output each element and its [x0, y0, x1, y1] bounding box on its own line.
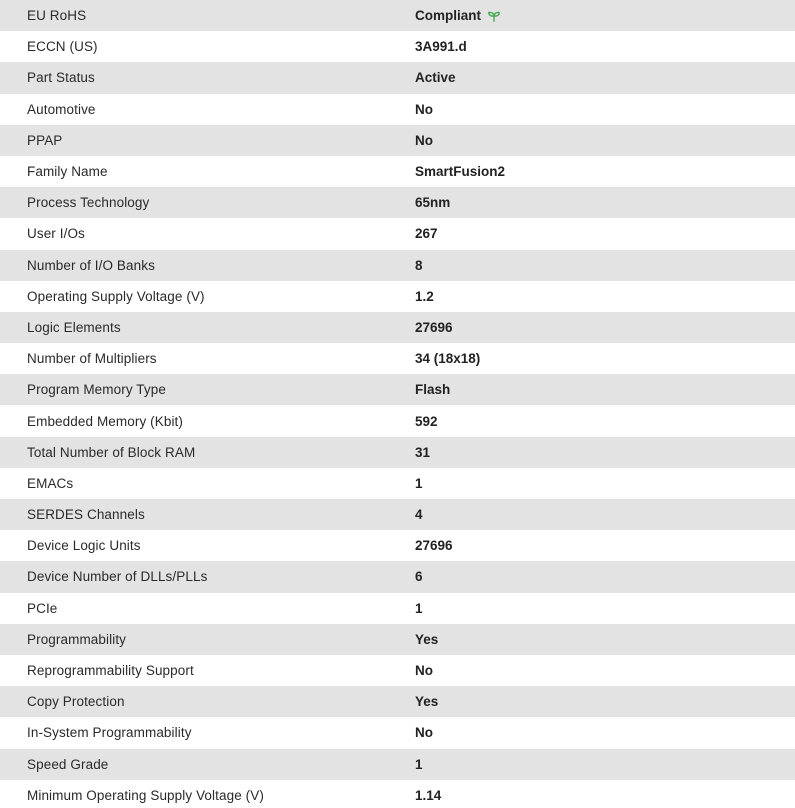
spec-value: [415, 624, 795, 655]
spec-value: [415, 94, 795, 125]
spec-value: [415, 31, 795, 62]
spec-value: [415, 218, 795, 249]
spec-row: [0, 468, 795, 499]
spec-row: [0, 749, 795, 780]
spec-value-text: 3A991.d: [415, 39, 467, 55]
spec-value: [415, 530, 795, 561]
spec-attribute: Device Number of DLLs/PLLs: [0, 561, 415, 592]
spec-value: [415, 561, 795, 592]
spec-value-text: 1.2: [415, 288, 434, 304]
spec-row: [0, 281, 795, 312]
spec-value: [415, 0, 795, 31]
spec-attribute: Part Status: [0, 62, 415, 93]
spec-value-text: 27696: [415, 319, 453, 335]
spec-value-text: 267: [415, 226, 438, 242]
spec-value: [415, 312, 795, 343]
spec-row: [0, 499, 795, 530]
spec-value-text: No: [415, 725, 433, 741]
spec-row: [0, 405, 795, 436]
spec-value: [415, 156, 795, 187]
spec-row: [0, 717, 795, 748]
spec-value: [415, 593, 795, 624]
spec-row: [0, 561, 795, 592]
spec-value-text: 31: [415, 444, 431, 460]
spec-value-text: 6: [415, 569, 423, 585]
spec-attribute: SERDES Channels: [0, 499, 415, 530]
spec-value-text: 1: [415, 756, 423, 772]
spec-attribute: PPAP: [0, 125, 415, 156]
spec-value-text: SmartFusion2: [415, 164, 506, 180]
spec-attribute: Copy Protection: [0, 686, 415, 717]
spec-row: [0, 218, 795, 249]
spec-row: [0, 62, 795, 93]
spec-value-text: 27696: [415, 538, 453, 554]
spec-attribute: Embedded Memory (Kbit): [0, 405, 415, 436]
spec-attribute: Device Logic Units: [0, 530, 415, 561]
spec-attribute: Automotive: [0, 94, 415, 125]
spec-value: [415, 374, 795, 405]
spec-attribute: EMACs: [0, 468, 415, 499]
spec-value: [415, 250, 795, 281]
spec-value: [415, 499, 795, 530]
spec-value-text: Active: [415, 70, 456, 86]
spec-attribute: EU RoHS: [0, 0, 415, 31]
spec-attribute: Reprogrammability Support: [0, 655, 415, 686]
spec-attribute: Minimum Operating Supply Voltage (V): [0, 780, 415, 808]
spec-row: [0, 0, 795, 31]
spec-value-text: Flash: [415, 382, 451, 398]
spec-row: [0, 125, 795, 156]
spec-row: [0, 624, 795, 655]
spec-value: [415, 187, 795, 218]
spec-attribute: Family Name: [0, 156, 415, 187]
spec-row: [0, 343, 795, 374]
spec-row: [0, 374, 795, 405]
spec-value-text: No: [415, 101, 433, 117]
spec-value: [415, 468, 795, 499]
spec-row: [0, 31, 795, 62]
spec-value-text: 34 (18x18): [415, 351, 481, 367]
spec-value-text: 1.14: [415, 787, 442, 803]
spec-attribute: ECCN (US): [0, 31, 415, 62]
spec-attribute: Number of Multipliers: [0, 343, 415, 374]
spec-value: [415, 281, 795, 312]
spec-value-text: 592: [415, 413, 438, 429]
spec-value-text: 1: [415, 475, 423, 491]
spec-value-text: No: [415, 663, 433, 679]
spec-value: [415, 655, 795, 686]
spec-value-text: 65nm: [415, 195, 451, 211]
spec-value: [415, 405, 795, 436]
spec-attribute: User I/Os: [0, 218, 415, 249]
spec-row: [0, 187, 795, 218]
spec-row: [0, 593, 795, 624]
spec-value: [415, 437, 795, 468]
spec-row: [0, 780, 795, 808]
spec-value-text: Yes: [415, 694, 439, 710]
spec-attribute: In-System Programmability: [0, 717, 415, 748]
spec-value-text: 1: [415, 600, 423, 616]
spec-row: [0, 686, 795, 717]
spec-value-text: No: [415, 132, 433, 148]
spec-value: [415, 780, 795, 808]
spec-value: [415, 717, 795, 748]
spec-row: [0, 250, 795, 281]
spec-value-text: Yes: [415, 631, 439, 647]
spec-value: [415, 62, 795, 93]
spec-attribute: Programmability: [0, 624, 415, 655]
spec-attribute: Speed Grade: [0, 749, 415, 780]
spec-row: [0, 437, 795, 468]
spec-attribute: Number of I/O Banks: [0, 250, 415, 281]
spec-value-text: Compliant: [415, 8, 481, 24]
spec-value: [415, 125, 795, 156]
spec-row: [0, 655, 795, 686]
spec-row: [0, 156, 795, 187]
spec-value-text: 4: [415, 507, 423, 523]
spec-attribute: Logic Elements: [0, 312, 415, 343]
spec-value: [415, 343, 795, 374]
leaf-icon: [487, 9, 501, 23]
spec-attribute: Operating Supply Voltage (V): [0, 281, 415, 312]
spec-attribute: PCIe: [0, 593, 415, 624]
spec-row: [0, 530, 795, 561]
spec-attribute: Program Memory Type: [0, 374, 415, 405]
spec-value: [415, 749, 795, 780]
spec-value: [415, 686, 795, 717]
spec-attribute: Total Number of Block RAM: [0, 437, 415, 468]
spec-row: [0, 94, 795, 125]
spec-attribute: Process Technology: [0, 187, 415, 218]
spec-row: [0, 312, 795, 343]
spec-value-text: 8: [415, 257, 423, 273]
